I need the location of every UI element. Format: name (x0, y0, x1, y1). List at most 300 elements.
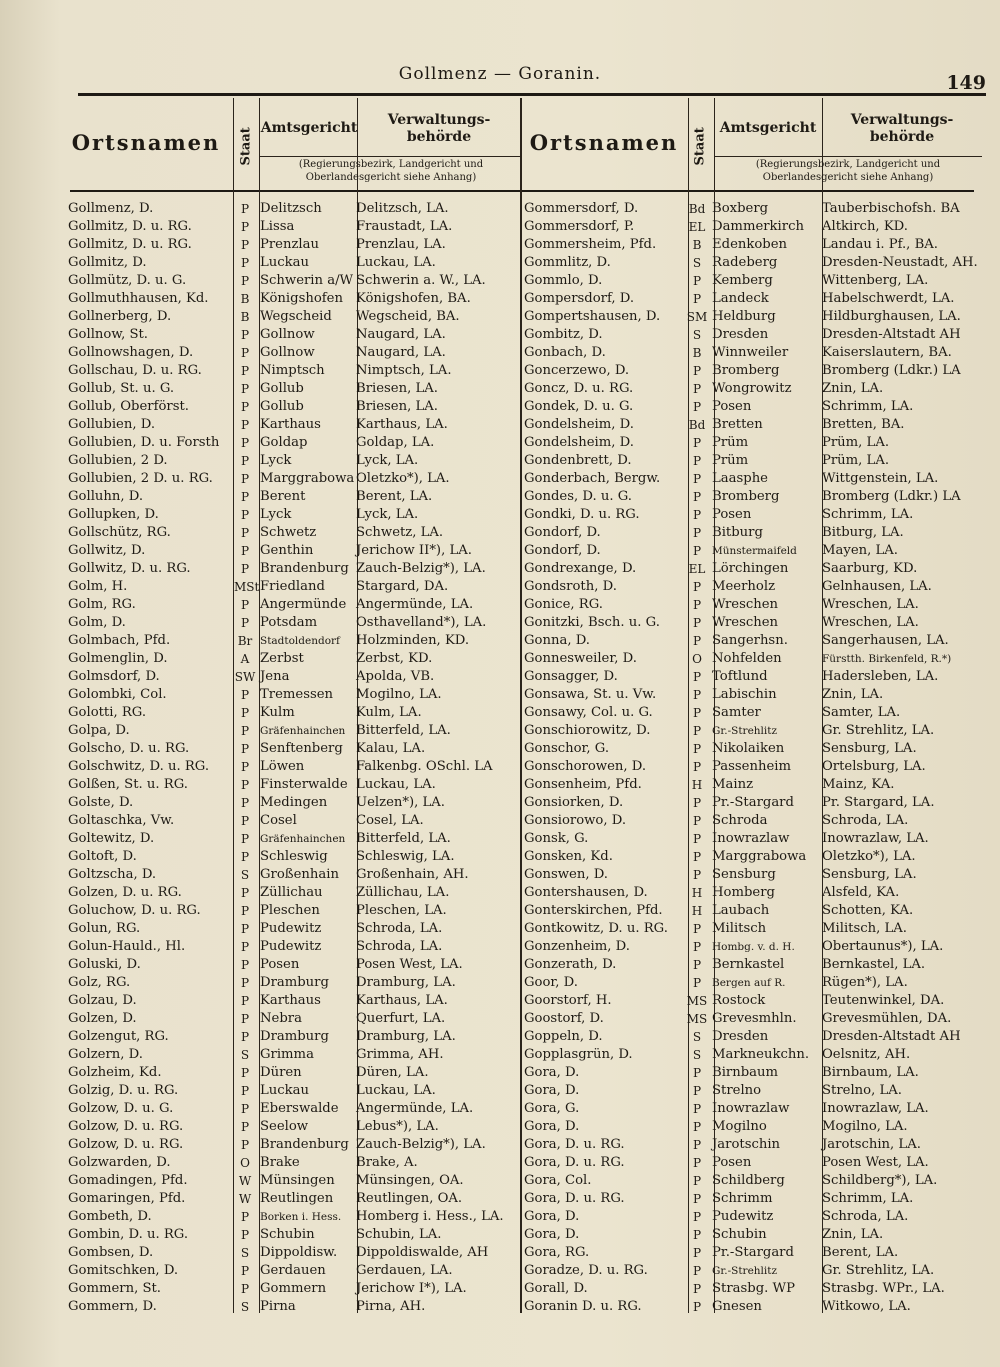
ortsname-cell: Golzig, D. u. RG. (68, 1083, 179, 1098)
staat-cell: W (238, 1192, 252, 1206)
staat-cell: H (691, 778, 703, 792)
verwaltungsbehoerde-cell: Pr. Stargard, LA. (822, 795, 935, 810)
staat-cell: S (692, 1048, 702, 1062)
staat-cell: P (692, 1156, 702, 1170)
amtsgericht-cell: Pudewitz (260, 921, 322, 936)
verwaltungsbehoerde-cell: Angermünde, LA. (356, 1101, 474, 1116)
staat-cell: P (692, 796, 702, 810)
ortsname-cell: Gondorf, D. (524, 525, 601, 540)
ortsname-cell: Golotti, RG. (68, 705, 147, 720)
verwaltungsbehoerde-cell: Berent, LA. (822, 1245, 899, 1260)
verwaltungsbehoerde-cell: Wittgenstein, LA. (822, 471, 939, 486)
verwaltungsbehoerde-cell: Obertaunus*), LA. (822, 939, 944, 954)
table-row (62, 1262, 520, 1280)
table-row (62, 416, 520, 434)
ortsname-cell: Gonnesweiler, D. (524, 651, 637, 666)
staat-cell: B (240, 310, 250, 324)
amtsgericht-cell: Markneukchn. (712, 1047, 810, 1062)
amtsgericht-cell: Wreschen (712, 597, 779, 612)
verwaltungsbehoerde-cell: Bromberg (Ldkr.) LA (822, 489, 961, 504)
amtsgericht-cell: Heldburg (712, 309, 776, 324)
table-row (520, 992, 982, 1010)
verwaltungsbehoerde-cell: Militsch, LA. (822, 921, 907, 936)
amtsgericht-cell: Friedland (260, 579, 325, 594)
amtsgericht-cell: Dramburg (260, 975, 329, 990)
staat-cell: P (692, 724, 702, 738)
ortsname-cell: Golm, RG. (68, 597, 136, 612)
ortsname-cell: Gonsiorken, D. (524, 795, 624, 810)
staat-cell: B (240, 292, 250, 306)
ortsname-cell: Gora, D. (524, 1083, 580, 1098)
table-row (520, 884, 982, 902)
staat-cell: P (240, 1228, 250, 1242)
ortsname-cell: Golzen, D. (68, 1011, 137, 1026)
table-row (520, 1208, 982, 1226)
verwaltungsbehoerde-cell: Gr. Strehlitz, LA. (822, 1263, 935, 1278)
staat-cell: P (240, 940, 250, 954)
amtsgericht-cell: Pudewitz (260, 939, 322, 954)
staat-cell: P (692, 526, 702, 540)
amtsgericht-cell: Grimma (260, 1047, 314, 1062)
ortsname-cell: Gora, RG. (524, 1245, 590, 1260)
amtsgericht-cell: Lissa (260, 219, 295, 234)
staat-cell: P (692, 1138, 702, 1152)
verwaltungsbehoerde-cell: Stargard, DA. (356, 579, 449, 594)
amtsgericht-cell: Prüm (712, 435, 749, 450)
staat-cell: P (240, 850, 250, 864)
amtsgericht-cell: Edenkoben (712, 237, 788, 252)
ortsname-cell: Gonsk, G. (524, 831, 589, 846)
ortsname-cell: Golschwitz, D. u. RG. (68, 759, 210, 774)
ortsname-cell: Golluhn, D. (68, 489, 144, 504)
staat-cell: P (240, 490, 250, 504)
table-row (520, 362, 982, 380)
amtsgericht-cell: Rostock (712, 993, 766, 1008)
ortsname-cell: Gondki, D. u. RG. (524, 507, 640, 522)
table-row (520, 1046, 982, 1064)
table-row (520, 938, 982, 956)
ortsname-cell: Gompertshausen, D. (524, 309, 661, 324)
amtsgericht-cell: Kemberg (712, 273, 773, 288)
ortsname-cell: Gora, G. (524, 1101, 580, 1116)
ortsname-cell: Golzau, D. (68, 993, 137, 1008)
staat-cell: P (240, 472, 250, 486)
ortsname-cell: Gondelsheim, D. (524, 435, 634, 450)
amtsgericht-cell: Reutlingen (260, 1191, 334, 1206)
verwaltungsbehoerde-cell: Birnbaum, LA. (822, 1065, 919, 1080)
verwaltungsbehoerde-cell: Wittenberg, LA. (822, 273, 929, 288)
amtsgericht-cell: Mainz (712, 777, 754, 792)
verwaltungsbehoerde-cell: Zauch-Belzig*), LA. (356, 561, 486, 576)
verwaltungsbehoerde-cell: Wreschen, LA. (822, 615, 919, 630)
staat-cell: P (240, 400, 250, 414)
verwaltungsbehoerde-cell: Hadersleben, LA. (822, 669, 939, 684)
table-row (520, 560, 982, 578)
ortsname-cell: Golzern, D. (68, 1047, 143, 1062)
table-row (520, 1136, 982, 1154)
table-row (62, 992, 520, 1010)
table-row (62, 830, 520, 848)
amtsgericht-cell: Angermünde (260, 597, 347, 612)
staat-cell: P (240, 544, 250, 558)
amtsgericht-cell: Bergen auf R. (712, 977, 786, 989)
staat-cell: W (238, 1174, 252, 1188)
verwaltungsbehoerde-cell: Apolda, VB. (356, 669, 435, 684)
verwaltungsbehoerde-cell: Wegscheid, BA. (356, 309, 460, 324)
ortsname-cell: Gommern, St. (68, 1281, 161, 1296)
amtsgericht-cell: Finsterwalde (260, 777, 348, 792)
verwaltungsbehoerde-cell: Jerichow I*), LA. (356, 1281, 467, 1296)
staat-cell: P (240, 742, 250, 756)
ortsname-cell: Gora, D. u. RG. (524, 1155, 625, 1170)
ortsname-cell: Gompersdorf, D. (524, 291, 635, 306)
staat-cell: P (692, 1174, 702, 1188)
table-row (62, 1082, 520, 1100)
staat-cell: P (240, 346, 250, 360)
ortsname-cell: Gondes, D. u. G. (524, 489, 632, 504)
table-row (62, 1154, 520, 1172)
table-row (62, 1046, 520, 1064)
ortsname-cell: Gonderbach, Bergw. (524, 471, 661, 486)
staat-cell: P (692, 1192, 702, 1206)
table-row (520, 344, 982, 362)
header-note: (Regierungsbezirk, Landgericht und Oberlandesgericht siehe Anhang) (298, 159, 484, 183)
staat-cell: A (240, 652, 250, 666)
staat-cell: P (692, 382, 702, 396)
ortsname-cell: Gollmitz, D. (68, 255, 147, 270)
staat-cell: P (692, 634, 702, 648)
table-row (520, 488, 982, 506)
amtsgericht-cell: Goldap (260, 435, 308, 450)
verwaltungsbehoerde-cell: Querfurt, LA. (356, 1011, 446, 1026)
amtsgericht-cell: Boxberg (712, 201, 769, 216)
amtsgericht-cell: Düren (260, 1065, 302, 1080)
staat-cell: P (692, 490, 702, 504)
verwaltungsbehoerde-cell: Inowrazlaw, LA. (822, 1101, 929, 1116)
verwaltungsbehoerde-cell: Cosel, LA. (356, 813, 424, 828)
amtsgericht-cell: Medingen (260, 795, 328, 810)
table-row (520, 434, 982, 452)
table-row (520, 272, 982, 290)
table-row (520, 308, 982, 326)
table-row (520, 1028, 982, 1046)
staat-cell: P (692, 976, 702, 990)
amtsgericht-cell: Inowrazlaw (712, 831, 790, 846)
verwaltungsbehoerde-cell: Bernkastel, LA. (822, 957, 926, 972)
table-row (62, 722, 520, 740)
amtsgericht-cell: Homberg (712, 885, 775, 900)
table-row (62, 1172, 520, 1190)
staat-cell: P (692, 814, 702, 828)
table-row (520, 290, 982, 308)
ortsname-cell: Gonschorowen, D. (524, 759, 647, 774)
amtsgericht-cell: Gnesen (712, 1299, 762, 1314)
staat-cell: P (692, 1264, 702, 1278)
verwaltungsbehoerde-cell: Großenhain, AH. (356, 867, 469, 882)
amtsgericht-cell: Mogilno (712, 1119, 767, 1134)
ortsname-cell: Golzen, D. u. RG. (68, 885, 182, 900)
staat-cell: P (240, 1066, 250, 1080)
table-row (62, 866, 520, 884)
table-row (62, 1064, 520, 1082)
ortsname-cell: Gonzenheim, D. (524, 939, 630, 954)
table-row (62, 1100, 520, 1118)
table-row (520, 1082, 982, 1100)
ortsname-cell: Gollmitz, D. u. RG. (68, 237, 192, 252)
table-row (62, 326, 520, 344)
ortsname-cell: Gontershausen, D. (524, 885, 648, 900)
table-row (62, 254, 520, 272)
ortsname-cell: Gollwitz, D. u. RG. (68, 561, 191, 576)
staat-cell: P (240, 454, 250, 468)
verwaltungsbehoerde-cell: Schleswig, LA. (356, 849, 455, 864)
table-row (62, 398, 520, 416)
ortsname-cell: Golzengut, RG. (68, 1029, 169, 1044)
staat-cell: P (240, 958, 250, 972)
verwaltungsbehoerde-cell: Schildberg*), LA. (822, 1173, 938, 1188)
amtsgericht-cell: Wongrowitz (712, 381, 792, 396)
verwaltungsbehoerde-cell: Oletzko*), LA. (356, 471, 450, 486)
staat-cell: P (240, 688, 250, 702)
amtsgericht-cell: Gr.-Strehlitz (712, 1265, 778, 1277)
staat-cell: MS (686, 994, 708, 1008)
table-row (62, 632, 520, 650)
staat-cell: P (692, 1210, 702, 1224)
verwaltungsbehoerde-cell: Lyck, LA. (356, 453, 419, 468)
staat-cell: P (240, 1120, 250, 1134)
table-row (520, 902, 982, 920)
amtsgericht-cell: Bromberg (712, 363, 780, 378)
verwaltungsbehoerde-cell: Uelzen*), LA. (356, 795, 445, 810)
verwaltungsbehoerde-cell: Schotten, KA. (822, 903, 914, 918)
staat-cell: P (692, 760, 702, 774)
staat-cell: P (692, 868, 702, 882)
header-verwaltungsbehoerde: Verwaltungs- behörde (387, 112, 491, 145)
table-row (520, 776, 982, 794)
amtsgericht-cell: Jarotschin (712, 1137, 781, 1152)
amtsgericht-cell: Löwen (260, 759, 305, 774)
staat-cell: S (692, 1030, 702, 1044)
amtsgericht-cell: Dresden (712, 327, 769, 342)
table-row (520, 596, 982, 614)
amtsgericht-cell: Dresden (712, 1029, 769, 1044)
table-row (520, 650, 982, 668)
amtsgericht-cell: Schleswig (260, 849, 328, 864)
staat-cell: P (692, 1246, 702, 1260)
amtsgericht-cell: Seelow (260, 1119, 309, 1134)
table-row (520, 1298, 982, 1316)
top-rule (78, 93, 986, 96)
ortsname-cell: Golzow, D. u. G. (68, 1101, 174, 1116)
verwaltungsbehoerde-cell: Brake, A. (356, 1155, 418, 1170)
staat-cell: SM (686, 310, 708, 324)
staat-cell: P (240, 364, 250, 378)
verwaltungsbehoerde-cell: Gelnhausen, LA. (822, 579, 932, 594)
amtsgericht-cell: Marggrabowa (260, 471, 355, 486)
amtsgericht-cell: Strelno (712, 1083, 762, 1098)
table-row (520, 632, 982, 650)
amtsgericht-cell: Kulm (260, 705, 295, 720)
verwaltungsbehoerde-cell: Posen West, LA. (822, 1155, 929, 1170)
amtsgericht-cell: Jena (260, 669, 290, 684)
table-row (520, 722, 982, 740)
amtsgericht-cell: Großenhain (260, 867, 339, 882)
staat-cell: S (692, 328, 702, 342)
staat-cell: H (691, 904, 703, 918)
verwaltungsbehoerde-cell: Schroda, LA. (822, 1209, 909, 1224)
verwaltungsbehoerde-cell: Luckau, LA. (356, 255, 436, 270)
ortsname-cell: Gonschor, G. (524, 741, 610, 756)
verwaltungsbehoerde-cell: Samter, LA. (822, 705, 901, 720)
amtsgericht-cell: Dippoldisw. (260, 1245, 338, 1260)
table-row (62, 740, 520, 758)
verwaltungsbehoerde-cell: Reutlingen, OA. (356, 1191, 463, 1206)
amtsgericht-cell: Gollnow (260, 345, 315, 360)
amtsgericht-cell: Posen (712, 507, 752, 522)
verwaltungsbehoerde-cell: Kalau, LA. (356, 741, 426, 756)
staat-cell: P (240, 1264, 250, 1278)
verwaltungsbehoerde-cell: Dramburg, LA. (356, 975, 456, 990)
staat-cell: P (240, 1084, 250, 1098)
table-row (62, 650, 520, 668)
ortsname-cell: Gomaringen, Pfd. (68, 1191, 186, 1206)
table-row (62, 308, 520, 326)
table-row (62, 236, 520, 254)
ortsname-cell: Gollmütz, D. u. G. (68, 273, 187, 288)
staat-cell: P (240, 1282, 250, 1296)
amtsgericht-cell: Schwerin a/W (260, 273, 354, 288)
table-row (520, 1100, 982, 1118)
table-row (62, 290, 520, 308)
staat-cell: Bd (688, 418, 706, 432)
ortsname-cell: Golpa, D. (68, 723, 130, 738)
table-row (62, 794, 520, 812)
table-row (62, 1028, 520, 1046)
amtsgericht-cell: Schubin (712, 1227, 767, 1242)
verwaltungsbehoerde-cell: Bitburg, LA. (822, 525, 904, 540)
amtsgericht-cell: Borken i. Hess. (260, 1211, 342, 1223)
verwaltungsbehoerde-cell: Znin, LA. (822, 687, 884, 702)
ortsname-cell: Goppeln, D. (524, 1029, 603, 1044)
amtsgericht-cell: Bernkastel (712, 957, 785, 972)
staat-cell: P (240, 274, 250, 288)
staat-cell: P (692, 1282, 702, 1296)
staat-cell: P (692, 850, 702, 864)
verwaltungsbehoerde-cell: Ortelsburg, LA. (822, 759, 926, 774)
verwaltungsbehoerde-cell: Briesen, LA. (356, 381, 438, 396)
table-row (62, 506, 520, 524)
amtsgericht-cell: Gollnow (260, 327, 315, 342)
table-row (62, 704, 520, 722)
amtsgericht-cell: Posen (712, 399, 752, 414)
right-rows (520, 200, 982, 1316)
table-row (520, 848, 982, 866)
table-row (520, 1280, 982, 1298)
header-ortsnamen: Ortsnamen (71, 130, 221, 155)
ortsname-cell: Gollubien, D. (68, 417, 156, 432)
amtsgericht-cell: Lyck (260, 453, 292, 468)
table-row (520, 254, 982, 272)
staat-cell: P (692, 544, 702, 558)
table-row (520, 866, 982, 884)
verwaltungsbehoerde-cell: Karthaus, LA. (356, 417, 448, 432)
table-row (520, 794, 982, 812)
staat-cell: P (240, 436, 250, 450)
verwaltungsbehoerde-cell: Oletzko*), LA. (822, 849, 916, 864)
staat-cell: P (240, 508, 250, 522)
verwaltungsbehoerde-cell: Teutenwinkel, DA. (822, 993, 945, 1008)
verwaltungsbehoerde-cell: Luckau, LA. (356, 1083, 436, 1098)
verwaltungsbehoerde-cell: Schwetz, LA. (356, 525, 444, 540)
amtsgericht-cell: Brandenburg (260, 561, 349, 576)
staat-cell: P (240, 598, 250, 612)
ortsname-cell: Gondelsheim, D. (524, 417, 634, 432)
amtsgericht-cell: Luckau (260, 1083, 309, 1098)
verwaltungsbehoerde-cell: Grevesmühlen, DA. (822, 1011, 952, 1026)
table-row (520, 1262, 982, 1280)
table-row (62, 488, 520, 506)
ortsname-cell: Golßen, St. u. RG. (68, 777, 188, 792)
verwaltungsbehoerde-cell: Osthavelland*), LA. (356, 615, 487, 630)
table-row (62, 776, 520, 794)
amtsgericht-cell: Hombg. v. d. H. (712, 941, 795, 953)
ortsname-cell: Gollubien, 2 D. (68, 453, 168, 468)
table-row (520, 668, 982, 686)
verwaltungsbehoerde-cell: Dresden-Altstadt AH (822, 327, 961, 342)
page-number: 149 (946, 72, 986, 94)
verwaltungsbehoerde-cell: Bitterfeld, LA. (356, 831, 451, 846)
staat-cell: P (692, 400, 702, 414)
staat-cell: P (692, 670, 702, 684)
staat-cell: SW (234, 670, 256, 684)
ortsname-cell: Golste, D. (68, 795, 134, 810)
ortsname-cell: Golun, RG. (68, 921, 141, 936)
ortsname-cell: Gora, D. u. RG. (524, 1137, 625, 1152)
table-row (62, 542, 520, 560)
table-row (520, 398, 982, 416)
amtsgericht-cell: Pleschen (260, 903, 320, 918)
staat-cell: P (240, 796, 250, 810)
amtsgericht-cell: Gollub (260, 381, 304, 396)
amtsgericht-cell: Nikolaiken (712, 741, 785, 756)
table-row (520, 830, 982, 848)
staat-cell: P (692, 1084, 702, 1098)
staat-cell: P (692, 688, 702, 702)
ortsname-cell: Gontkowitz, D. u. RG. (524, 921, 668, 936)
ortsname-cell: Golz, RG. (68, 975, 131, 990)
amtsgericht-cell: Inowrazlaw (712, 1101, 790, 1116)
amtsgericht-cell: Delitzsch (260, 201, 322, 216)
verwaltungsbehoerde-cell: Pirna, AH. (356, 1299, 426, 1314)
amtsgericht-cell: Prenzlau (260, 237, 319, 252)
ortsname-cell: Gombeth, D. (68, 1209, 152, 1224)
table-row (62, 974, 520, 992)
verwaltungsbehoerde-cell: Grimma, AH. (356, 1047, 444, 1062)
staat-cell: S (692, 256, 702, 270)
staat-cell: P (692, 1300, 702, 1314)
verwaltungsbehoerde-cell: Mainz, KA. (822, 777, 895, 792)
staat-cell: S (240, 1048, 250, 1062)
table-row (62, 812, 520, 830)
ortsname-cell: Gonsagger, D. (524, 669, 618, 684)
table-row (62, 200, 520, 218)
verwaltungsbehoerde-cell: Züllichau, LA. (356, 885, 450, 900)
amtsgericht-cell: Passenheim (712, 759, 791, 774)
table-row (520, 326, 982, 344)
ortsname-cell: Golzwarden, D. (68, 1155, 171, 1170)
staat-cell: MSt (234, 580, 260, 594)
table-row (62, 920, 520, 938)
